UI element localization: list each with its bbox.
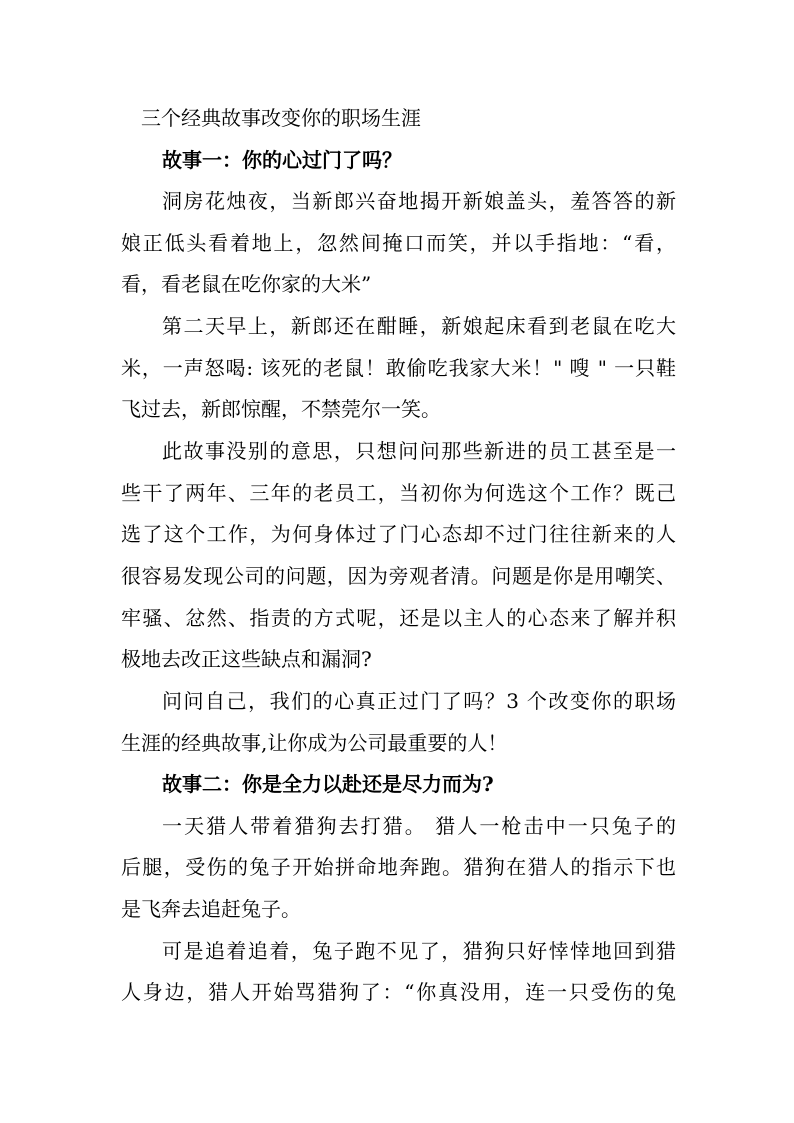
story-two-paragraph-2-line-1: 可是追着追着，兔子跑不见了，猎狗只好悻悻地回到猎 [162,939,676,963]
story-one-paragraph-3-line-3: 选了这个工作，为何身体过了门心态却不过门往往新来的人 [121,522,676,546]
story-two-paragraph-1-line-3: 是飞奔去追赶兔子。 [121,897,301,921]
story-one-paragraph-2-line-1: 第二天早上，新郎还在酣睡，新娘起床看到老鼠在吃大 [162,314,676,338]
story-one-heading: 故事一：你的心过门了吗？ [162,148,402,172]
story-one-paragraph-1-line-2: 娘正低头看着地上，忽然间掩口而笑，并以手指地：“看， [121,231,676,255]
story-two-paragraph-2-line-2: 人身边，猎人开始骂猎狗了：“你真没用，连一只受伤的兔 [121,980,676,1004]
story-one-paragraph-1-line-1: 洞房花烛夜，当新郎兴奋地揭开新娘盖头，羞答答的新 [162,189,676,213]
story-one-paragraph-4-line-1: 问问自己，我们的心真正过门了吗？3 个改变你的职场 [162,689,676,713]
story-one-paragraph-3-line-6: 极地去改正这些缺点和漏洞? [121,647,372,671]
story-one-paragraph-2-line-3: 飞过去，新郎惊醒，不禁莞尔一笑。 [121,397,441,421]
story-one-paragraph-1-line-3: 看，看老鼠在吃你家的大米” [121,272,372,296]
story-one-paragraph-3-line-2: 些干了两年、三年的老员工，当初你为何选这个工作？既己 [121,481,676,505]
document-title: 三个经典故事改变你的职场生涯 [141,106,421,130]
story-two-paragraph-1-line-1: 一天猎人带着猎狗去打猎。 猎人一枪击中一只兔子的 [162,814,676,838]
story-two-paragraph-1-line-2: 后腿，受伤的兔子开始拼命地奔跑。猎狗在猎人的指示下也 [121,855,676,879]
story-one-paragraph-3-line-5: 牢骚、忿然、指责的方式呢，还是以主人的心态来了解并积 [121,606,676,630]
story-one-paragraph-4-line-2: 生涯的经典故事,让你成为公司最重要的人！ [121,731,508,755]
story-one-paragraph-3-line-4: 很容易发现公司的问题，因为旁观者清。问题是你是用嘲笑、 [121,564,676,588]
story-one-paragraph-3-line-1: 此故事没别的意思，只想问问那些新进的员工甚至是一 [162,439,676,463]
story-one-paragraph-2-line-2: 米，一声怒喝: 该死的老鼠！敢偷吃我家大米！" 嗖 " 一只鞋 [121,356,676,380]
story-two-heading: 故事二：你是全力以赴还是尽力而为? [162,772,494,796]
